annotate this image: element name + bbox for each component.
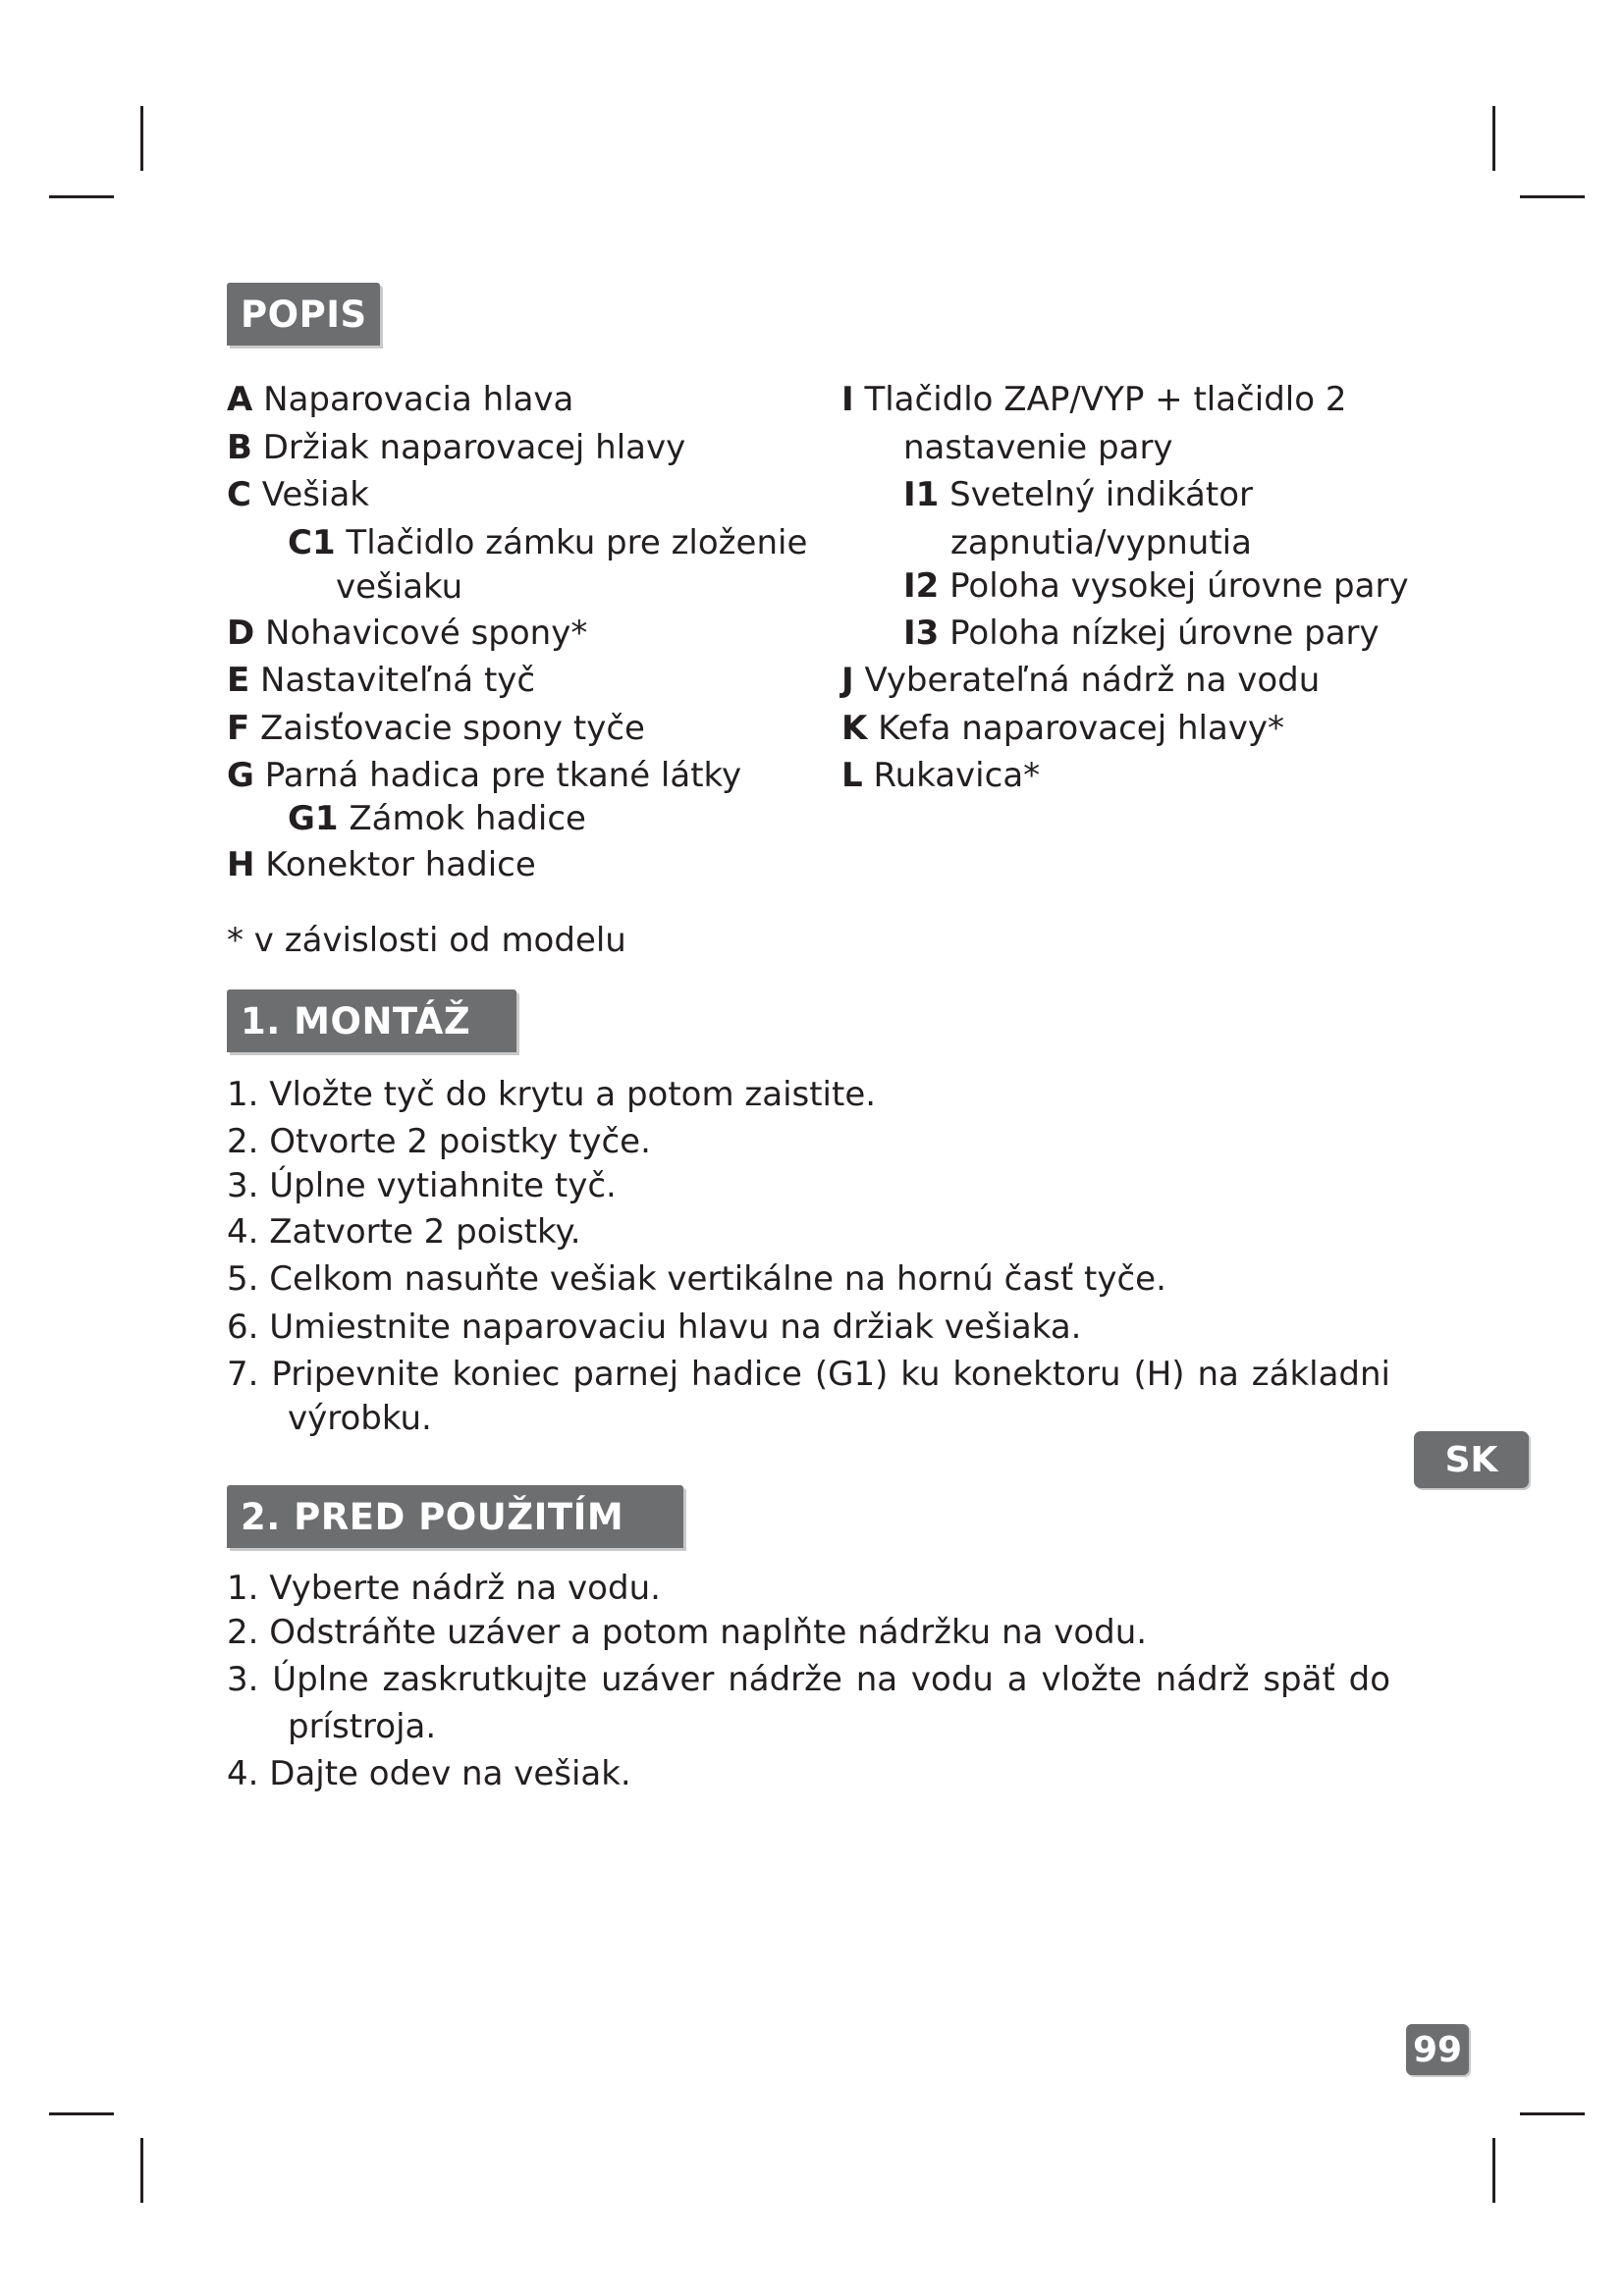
list-item: A Naparovacia hlava: [227, 380, 574, 419]
list-item: I3 Poloha nízkej úrovne pary: [903, 614, 1380, 653]
crop-mark: [1492, 2138, 1495, 2203]
list-item: E Nastaviteľná tyč: [227, 661, 536, 700]
crop-mark: [1520, 195, 1585, 198]
list-item: G1 Zámok hadice: [288, 799, 586, 838]
section-heading-popis: POPIS: [227, 283, 380, 346]
step-item: 2. Odstráňte uzáver a potom naplňte nádržku na vodu.: [227, 1613, 1148, 1652]
list-item-continuation: zapnutia/vypnutia: [950, 523, 1252, 562]
list-item: C1 Tlačidlo zámku pre zloženie: [288, 523, 808, 562]
list-item: I Tlačidlo ZAP/VYP + tlačidlo 2: [841, 380, 1347, 419]
crop-mark: [49, 2112, 114, 2115]
crop-mark: [140, 106, 143, 171]
list-item-continuation: vešiaku: [336, 567, 463, 607]
step-item-continuation: prístroja.: [288, 1707, 437, 1746]
crop-mark: [140, 2138, 143, 2203]
page-number: 99: [1406, 2024, 1469, 2075]
step-item: 3. Úplne zaskrutkujte uzáver nádrže na vodu a vložte nádrž späť do: [227, 1660, 1390, 1699]
language-tab: SK: [1414, 1431, 1529, 1488]
step-item: 5. Celkom nasuňte vešiak vertikálne na hornú časť tyče.: [227, 1259, 1166, 1299]
crop-mark: [49, 195, 114, 198]
list-item: K Kefa naparovacej hlavy*: [841, 709, 1285, 748]
crop-mark: [1520, 2112, 1585, 2115]
section-heading-montaz: 1. MONTÁŽ: [227, 989, 516, 1052]
footnote: * v závislosti od modelu: [227, 921, 626, 960]
step-item: 4. Zatvorte 2 poistky.: [227, 1212, 581, 1252]
list-item: C Vešiak: [227, 475, 369, 514]
list-item: G Parná hadica pre tkané látky: [227, 756, 742, 795]
list-item: D Nohavicové spony*: [227, 614, 588, 653]
crop-mark: [1492, 106, 1495, 171]
list-item: J Vyberateľná nádrž na vodu: [841, 661, 1321, 700]
list-item: I2 Poloha vysokej úrovne pary: [903, 566, 1409, 606]
step-item: 1. Vložte tyč do krytu a potom zaistite.: [227, 1075, 877, 1114]
step-item: 1. Vyberte nádrž na vodu.: [227, 1569, 661, 1608]
list-item-continuation: nastavenie pary: [903, 428, 1173, 467]
list-item: F Zaisťovacie spony tyče: [227, 709, 645, 748]
list-item: I1 Svetelný indikátor: [903, 475, 1253, 514]
step-item: 6. Umiestnite naparovaciu hlavu na držiak vešiaka.: [227, 1308, 1082, 1347]
list-item: B Držiak naparovacej hlavy: [227, 428, 686, 467]
step-item: 2. Otvorte 2 poistky tyče.: [227, 1122, 651, 1161]
list-item: L Rukavica*: [841, 756, 1041, 795]
step-item: 3. Úplne vytiahnite tyč.: [227, 1166, 617, 1205]
section-heading-pred-pouzitim: 2. PRED POUŽITÍM: [227, 1485, 683, 1548]
step-item-continuation: výrobku.: [288, 1399, 432, 1438]
step-item: 4. Dajte odev na vešiak.: [227, 1754, 631, 1793]
step-item: 7. Pripevnite koniec parnej hadice (G1) ku konektoru (H) na základni: [227, 1355, 1390, 1394]
list-item: H Konektor hadice: [227, 845, 536, 884]
